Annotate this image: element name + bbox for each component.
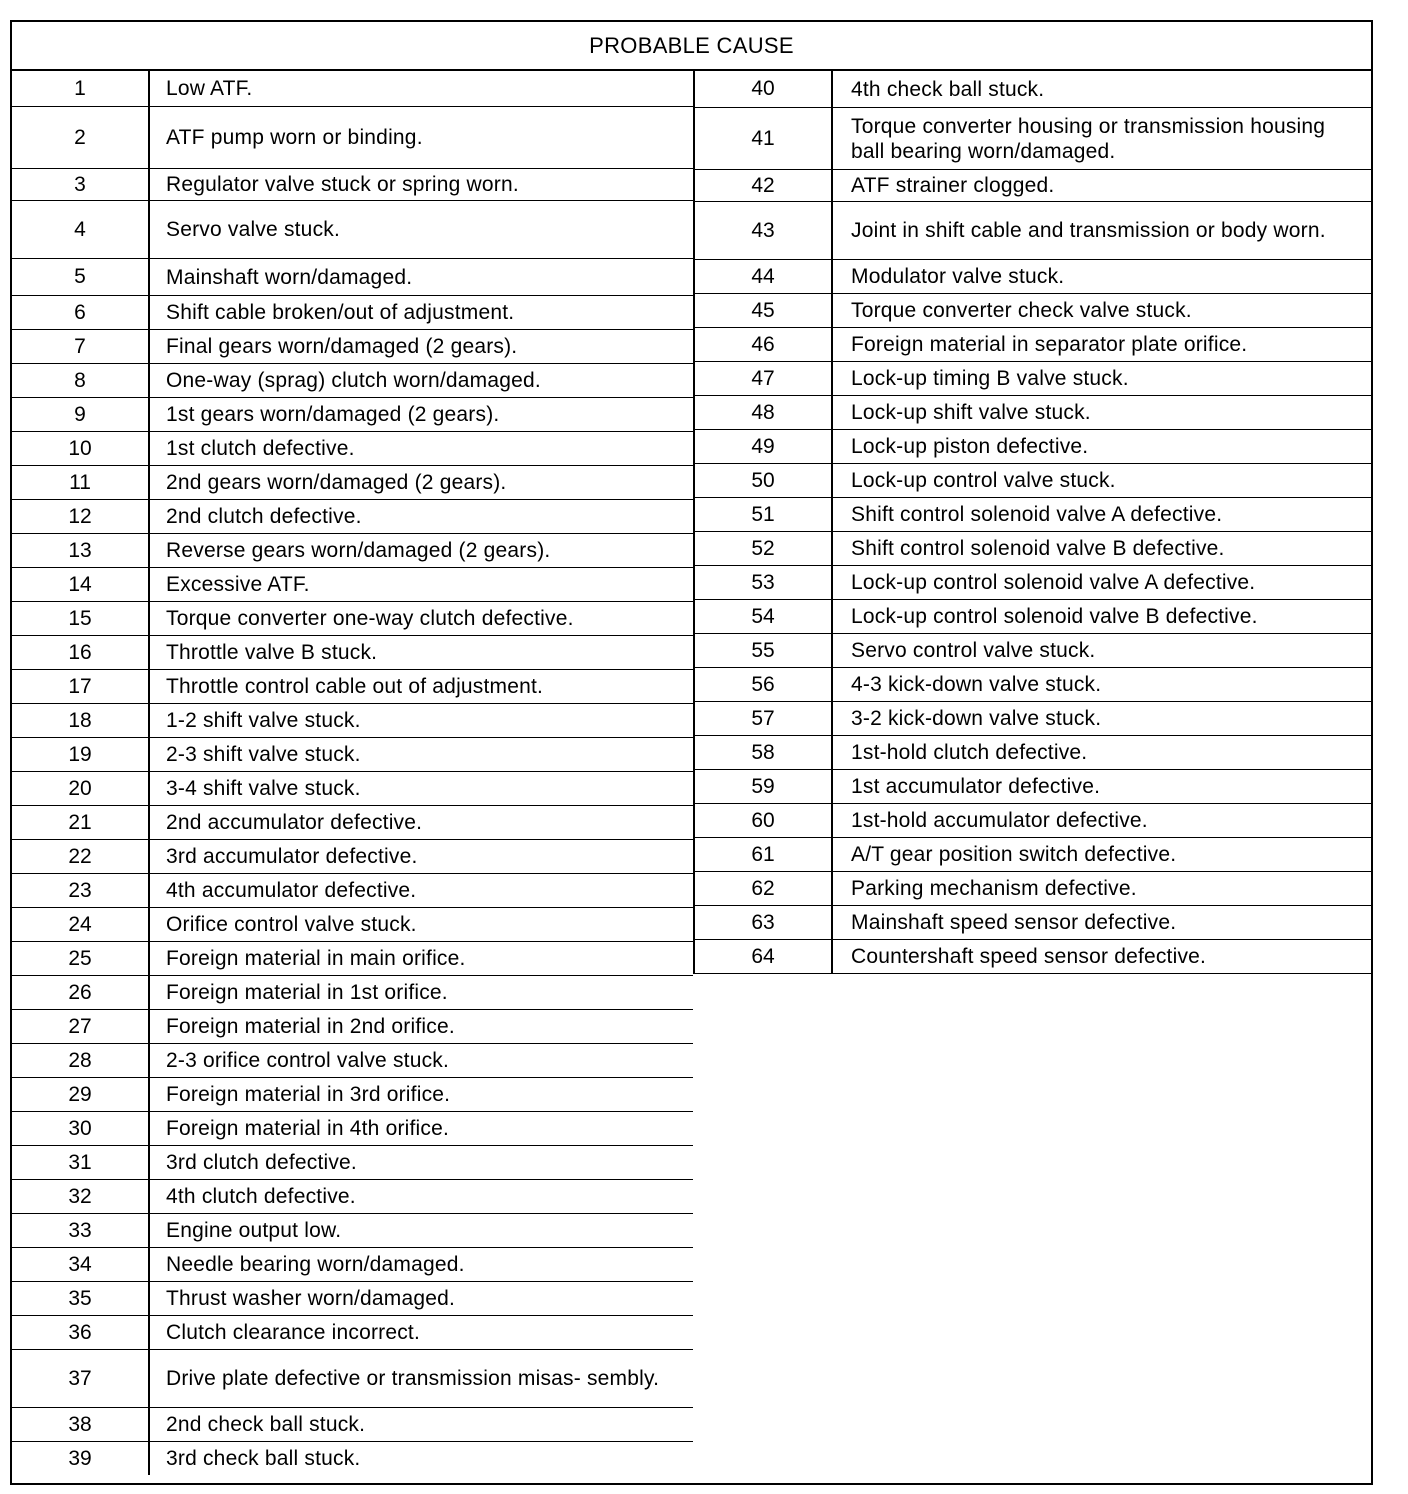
table-row <box>12 1146 693 1180</box>
cause-number: 37 <box>12 1350 150 1407</box>
table-row <box>12 364 693 398</box>
table-row <box>695 634 1373 668</box>
cause-number: 15 <box>12 602 150 635</box>
table-row <box>695 600 1373 634</box>
table-row <box>12 670 693 704</box>
cause-number: 58 <box>695 736 833 769</box>
cause-number: 63 <box>695 906 833 939</box>
cause-text: Foreign material in 4th orifice. <box>166 1117 450 1140</box>
cause-number: 27 <box>12 1010 150 1043</box>
cause-number: 62 <box>695 872 833 905</box>
table-row <box>12 806 693 840</box>
table-row <box>695 202 1373 260</box>
table-row <box>695 108 1373 170</box>
cause-text: Torque converter check valve stuck. <box>851 299 1192 322</box>
table-row <box>12 107 693 169</box>
cause-text: Engine output low. <box>166 1219 342 1242</box>
cause-number: 50 <box>695 464 833 497</box>
cause-number: 31 <box>12 1146 150 1179</box>
table-row <box>12 568 693 602</box>
cause-text: Reverse gears worn/damaged (2 gears). <box>166 539 551 562</box>
table-row <box>12 976 693 1010</box>
table-row <box>695 872 1373 906</box>
cause-number: 19 <box>12 738 150 771</box>
cause-number: 29 <box>12 1078 150 1111</box>
table-row <box>12 71 693 107</box>
cause-text: 4th check ball stuck. <box>851 77 1045 101</box>
cause-text: Foreign material in 1st orifice. <box>166 981 448 1004</box>
cause-text: Joint in shift cable and transmission or body worn. <box>851 219 1326 242</box>
cause-number: 40 <box>695 71 833 107</box>
table-row <box>12 330 693 364</box>
table-row <box>695 566 1373 600</box>
table-row <box>12 1010 693 1044</box>
cause-text: Throttle control cable out of adjustment. <box>166 675 544 698</box>
cause-number: 20 <box>12 772 150 805</box>
table-row <box>12 534 693 568</box>
cause-number: 6 <box>12 296 150 329</box>
table-row <box>12 169 693 201</box>
table-row <box>695 294 1373 328</box>
cause-text: 1st-hold accumulator defective. <box>851 809 1148 832</box>
cause-text: Clutch clearance incorrect. <box>166 1321 421 1344</box>
cause-number: 48 <box>695 396 833 429</box>
cause-text: Servo valve stuck. <box>166 218 340 241</box>
cause-number: 4 <box>12 201 150 258</box>
table-row <box>695 532 1373 566</box>
cause-text: 1st gears worn/damaged (2 gears). <box>166 403 500 426</box>
table-row <box>12 908 693 942</box>
cause-text: Drive plate defective or transmission misas- sembly. <box>166 1367 660 1390</box>
cause-number: 16 <box>12 636 150 669</box>
table-row <box>12 500 693 534</box>
table-row <box>12 636 693 670</box>
probable-cause-table <box>10 20 1373 1485</box>
cause-text: Regulator valve stuck or spring worn. <box>166 173 519 196</box>
cause-text: Low ATF. <box>166 77 253 100</box>
table-row <box>695 668 1373 702</box>
table-row <box>12 1408 693 1442</box>
cause-text: Lock-up piston defective. <box>851 435 1089 458</box>
cause-text: Foreign material in 2nd orifice. <box>166 1015 455 1038</box>
cause-number: 45 <box>695 294 833 327</box>
table-row <box>695 804 1373 838</box>
table-row <box>695 430 1373 464</box>
cause-number: 34 <box>12 1248 150 1281</box>
cause-text: ATF strainer clogged. <box>851 174 1055 197</box>
cause-text: One-way (sprag) clutch worn/damaged. <box>166 369 541 392</box>
cause-number: 46 <box>695 328 833 361</box>
cause-text: Excessive ATF. <box>166 573 310 596</box>
cause-text: 2nd accumulator defective. <box>166 811 423 834</box>
cause-text: 3-4 shift valve stuck. <box>166 777 361 800</box>
cause-text: Torque converter one-way clutch defective. <box>166 607 574 630</box>
table-row <box>695 71 1373 108</box>
cause-text: Lock-up control valve stuck. <box>851 469 1116 492</box>
table-row <box>12 704 693 738</box>
cause-number: 7 <box>12 330 150 363</box>
cause-number: 59 <box>695 770 833 803</box>
cause-number: 49 <box>695 430 833 463</box>
table-row <box>695 328 1373 362</box>
table-row <box>12 1316 693 1350</box>
left-column <box>12 71 693 1475</box>
cause-number: 10 <box>12 432 150 465</box>
cause-text: Modulator valve stuck. <box>851 265 1065 288</box>
cause-number: 23 <box>12 874 150 907</box>
cause-text: Foreign material in 3rd orifice. <box>166 1083 451 1106</box>
table-row <box>12 1248 693 1282</box>
cause-number: 53 <box>695 566 833 599</box>
cause-text: 1-2 shift valve stuck. <box>166 709 361 732</box>
table-row <box>695 362 1373 396</box>
cause-text: 3rd clutch defective. <box>166 1151 357 1174</box>
cause-number: 5 <box>12 259 150 295</box>
cause-number: 25 <box>12 942 150 975</box>
table-row <box>12 398 693 432</box>
cause-number: 14 <box>12 568 150 601</box>
cause-number: 41 <box>695 108 833 169</box>
cause-text: Shift control solenoid valve A defective. <box>851 503 1223 526</box>
cause-number: 64 <box>695 940 833 973</box>
cause-text: Lock-up shift valve stuck. <box>851 401 1091 424</box>
table-row <box>12 1282 693 1316</box>
cause-number: 28 <box>12 1044 150 1077</box>
table-row <box>12 466 693 500</box>
cause-number: 61 <box>695 838 833 871</box>
cause-number: 51 <box>695 498 833 531</box>
table-row <box>695 702 1373 736</box>
cause-text: Lock-up control solenoid valve B defective. <box>851 605 1258 628</box>
cause-number: 43 <box>695 202 833 259</box>
table-row <box>695 396 1373 430</box>
cause-text: Mainshaft worn/damaged. <box>166 265 413 289</box>
table-row <box>12 1180 693 1214</box>
cause-number: 21 <box>12 806 150 839</box>
cause-text: 3-2 kick-down valve stuck. <box>851 707 1102 730</box>
table-row <box>695 170 1373 202</box>
cause-number: 35 <box>12 1282 150 1315</box>
cause-number: 11 <box>12 466 150 499</box>
table-row <box>695 770 1373 804</box>
cause-number: 24 <box>12 908 150 941</box>
table-row <box>695 736 1373 770</box>
table-row <box>695 838 1373 872</box>
cause-text: Mainshaft speed sensor defective. <box>851 911 1177 934</box>
cause-number: 1 <box>12 71 150 106</box>
right-column <box>693 71 1373 974</box>
cause-text: Foreign material in main orifice. <box>166 947 466 970</box>
cause-number: 3 <box>12 169 150 200</box>
cause-number: 44 <box>695 260 833 293</box>
cause-text: 2nd clutch defective. <box>166 505 362 528</box>
table-row <box>695 498 1373 532</box>
cause-number: 55 <box>695 634 833 667</box>
cause-text: Lock-up control solenoid valve A defective. <box>851 571 1256 594</box>
right-rows <box>695 71 1373 974</box>
cause-text: 2nd gears worn/damaged (2 gears). <box>166 471 507 494</box>
cause-text: 3rd check ball stuck. <box>166 1447 361 1470</box>
cause-text: Countershaft speed sensor defective. <box>851 945 1207 968</box>
cause-number: 33 <box>12 1214 150 1247</box>
cause-number: 17 <box>12 670 150 703</box>
cause-number: 26 <box>12 976 150 1009</box>
cause-text: Torque converter housing or transmission housing ball bearing worn/damaged. <box>851 114 1326 163</box>
cause-number: 30 <box>12 1112 150 1145</box>
table-row <box>12 1112 693 1146</box>
cause-text: Thrust washer worn/damaged. <box>166 1287 456 1310</box>
cause-number: 9 <box>12 398 150 431</box>
table-row <box>695 260 1373 294</box>
cause-number: 38 <box>12 1408 150 1441</box>
table-row <box>12 942 693 976</box>
cause-number: 47 <box>695 362 833 395</box>
cause-number: 54 <box>695 600 833 633</box>
table-title: PROBABLE CAUSE <box>12 22 1371 71</box>
table-row <box>12 840 693 874</box>
cause-number: 52 <box>695 532 833 565</box>
table-row <box>12 874 693 908</box>
table-row <box>695 906 1373 940</box>
cause-number: 60 <box>695 804 833 837</box>
cause-number: 39 <box>12 1442 150 1475</box>
cause-number: 22 <box>12 840 150 873</box>
cause-text: 2-3 shift valve stuck. <box>166 743 361 766</box>
cause-number: 56 <box>695 668 833 701</box>
cause-text: 4-3 kick-down valve stuck. <box>851 673 1102 696</box>
cause-text: 2-3 orifice control valve stuck. <box>166 1049 450 1072</box>
cause-text: Lock-up timing B valve stuck. <box>851 367 1129 390</box>
table-row <box>12 1442 693 1475</box>
cause-number: 8 <box>12 364 150 397</box>
cause-text: 3rd accumulator defective. <box>166 845 418 868</box>
cause-text: ATF pump worn or binding. <box>166 126 423 149</box>
cause-number: 18 <box>12 704 150 737</box>
table-row <box>12 201 693 259</box>
table-row <box>12 1078 693 1112</box>
cause-number: 12 <box>12 500 150 533</box>
cause-text: A/T gear position switch defective. <box>851 843 1177 866</box>
cause-text: Shift control solenoid valve B defective. <box>851 537 1225 560</box>
cause-number: 42 <box>695 170 833 201</box>
cause-number: 32 <box>12 1180 150 1213</box>
cause-text: 2nd check ball stuck. <box>166 1413 366 1436</box>
table-row <box>695 940 1373 974</box>
cause-text: 1st-hold clutch defective. <box>851 741 1088 764</box>
cause-text: 1st accumulator defective. <box>851 775 1101 798</box>
cause-text: 1st clutch defective. <box>166 437 355 460</box>
cause-number: 36 <box>12 1316 150 1349</box>
table-row <box>12 1214 693 1248</box>
cause-text: Needle bearing worn/damaged. <box>166 1253 465 1276</box>
cause-text: Final gears worn/damaged (2 gears). <box>166 335 518 358</box>
cause-number: 13 <box>12 534 150 567</box>
cause-text: Foreign material in separator plate orifice. <box>851 333 1248 356</box>
table-row <box>12 738 693 772</box>
cause-text: Shift cable broken/out of adjustment. <box>166 301 515 324</box>
cause-text: 4th accumulator defective. <box>166 879 417 902</box>
cause-number: 2 <box>12 107 150 168</box>
table-row <box>12 259 693 296</box>
cause-number: 57 <box>695 702 833 735</box>
table-row <box>12 296 693 330</box>
cause-text: Servo control valve stuck. <box>851 639 1096 662</box>
table-row <box>12 1350 693 1408</box>
table-row <box>12 772 693 806</box>
table-row <box>695 464 1373 498</box>
cause-text: Orifice control valve stuck. <box>166 913 417 936</box>
table-row <box>12 432 693 466</box>
table-row <box>12 602 693 636</box>
cause-text: Throttle valve B stuck. <box>166 641 378 664</box>
cause-text: 4th clutch defective. <box>166 1185 356 1208</box>
table-row <box>12 1044 693 1078</box>
cause-text: Parking mechanism defective. <box>851 877 1137 900</box>
